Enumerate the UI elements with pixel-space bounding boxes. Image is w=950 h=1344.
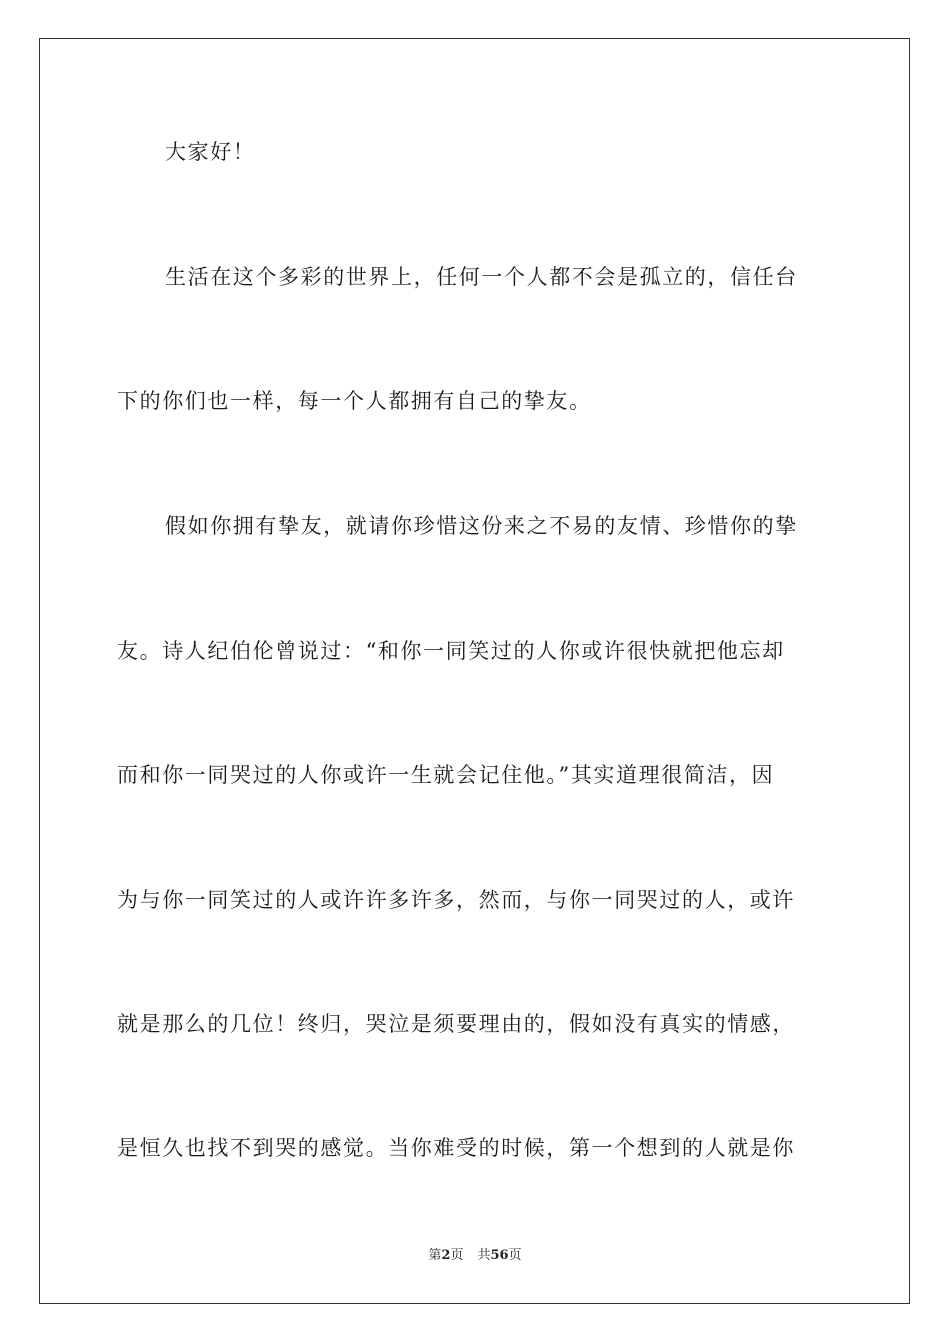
page-number: 2 — [441, 1248, 451, 1263]
page-footer — [0, 1247, 950, 1265]
paragraph-2-line-2: 友。诗人纪伯伦曾说过：“和你一同笑过的人你或许很快就把他忘却 — [117, 639, 785, 663]
paragraph-2-line-3: 而和你一同哭过的人你或许一生就会记住他。”其实道理很简洁，因 — [117, 763, 775, 787]
page-prefix: 第 — [428, 1248, 442, 1263]
total-prefix: 共 — [477, 1248, 491, 1263]
greeting-text: 大家好！ — [165, 140, 256, 164]
page-border — [39, 38, 910, 1304]
paragraph-2-line-5: 就是那么的几位！终归，哭泣是须要理由的，假如没有真实的情感， — [117, 1012, 795, 1036]
paragraph-2-line-4: 为与你一同笑过的人或许许多许多，然而，与你一同哭过的人，或许 — [117, 888, 795, 912]
paragraph-2-line-1: 假如你拥有挚友，就请你珍惜这份来之不易的友情、珍惜你的挚 — [165, 514, 798, 538]
paragraph-2-line-6: 是恒久也找不到哭的感觉。当你难受的时候，第一个想到的人就是你 — [117, 1136, 795, 1160]
total-suffix: 页 — [508, 1248, 522, 1263]
page-suffix: 页 — [450, 1248, 464, 1263]
paragraph-1-line-1: 生活在这个多彩的世界上，任何一个人都不会是孤立的，信任台 — [165, 265, 798, 289]
paragraph-1-line-2: 下的你们也一样，每一个人都拥有自己的挚友。 — [117, 389, 592, 413]
total-pages: 56 — [490, 1248, 509, 1263]
